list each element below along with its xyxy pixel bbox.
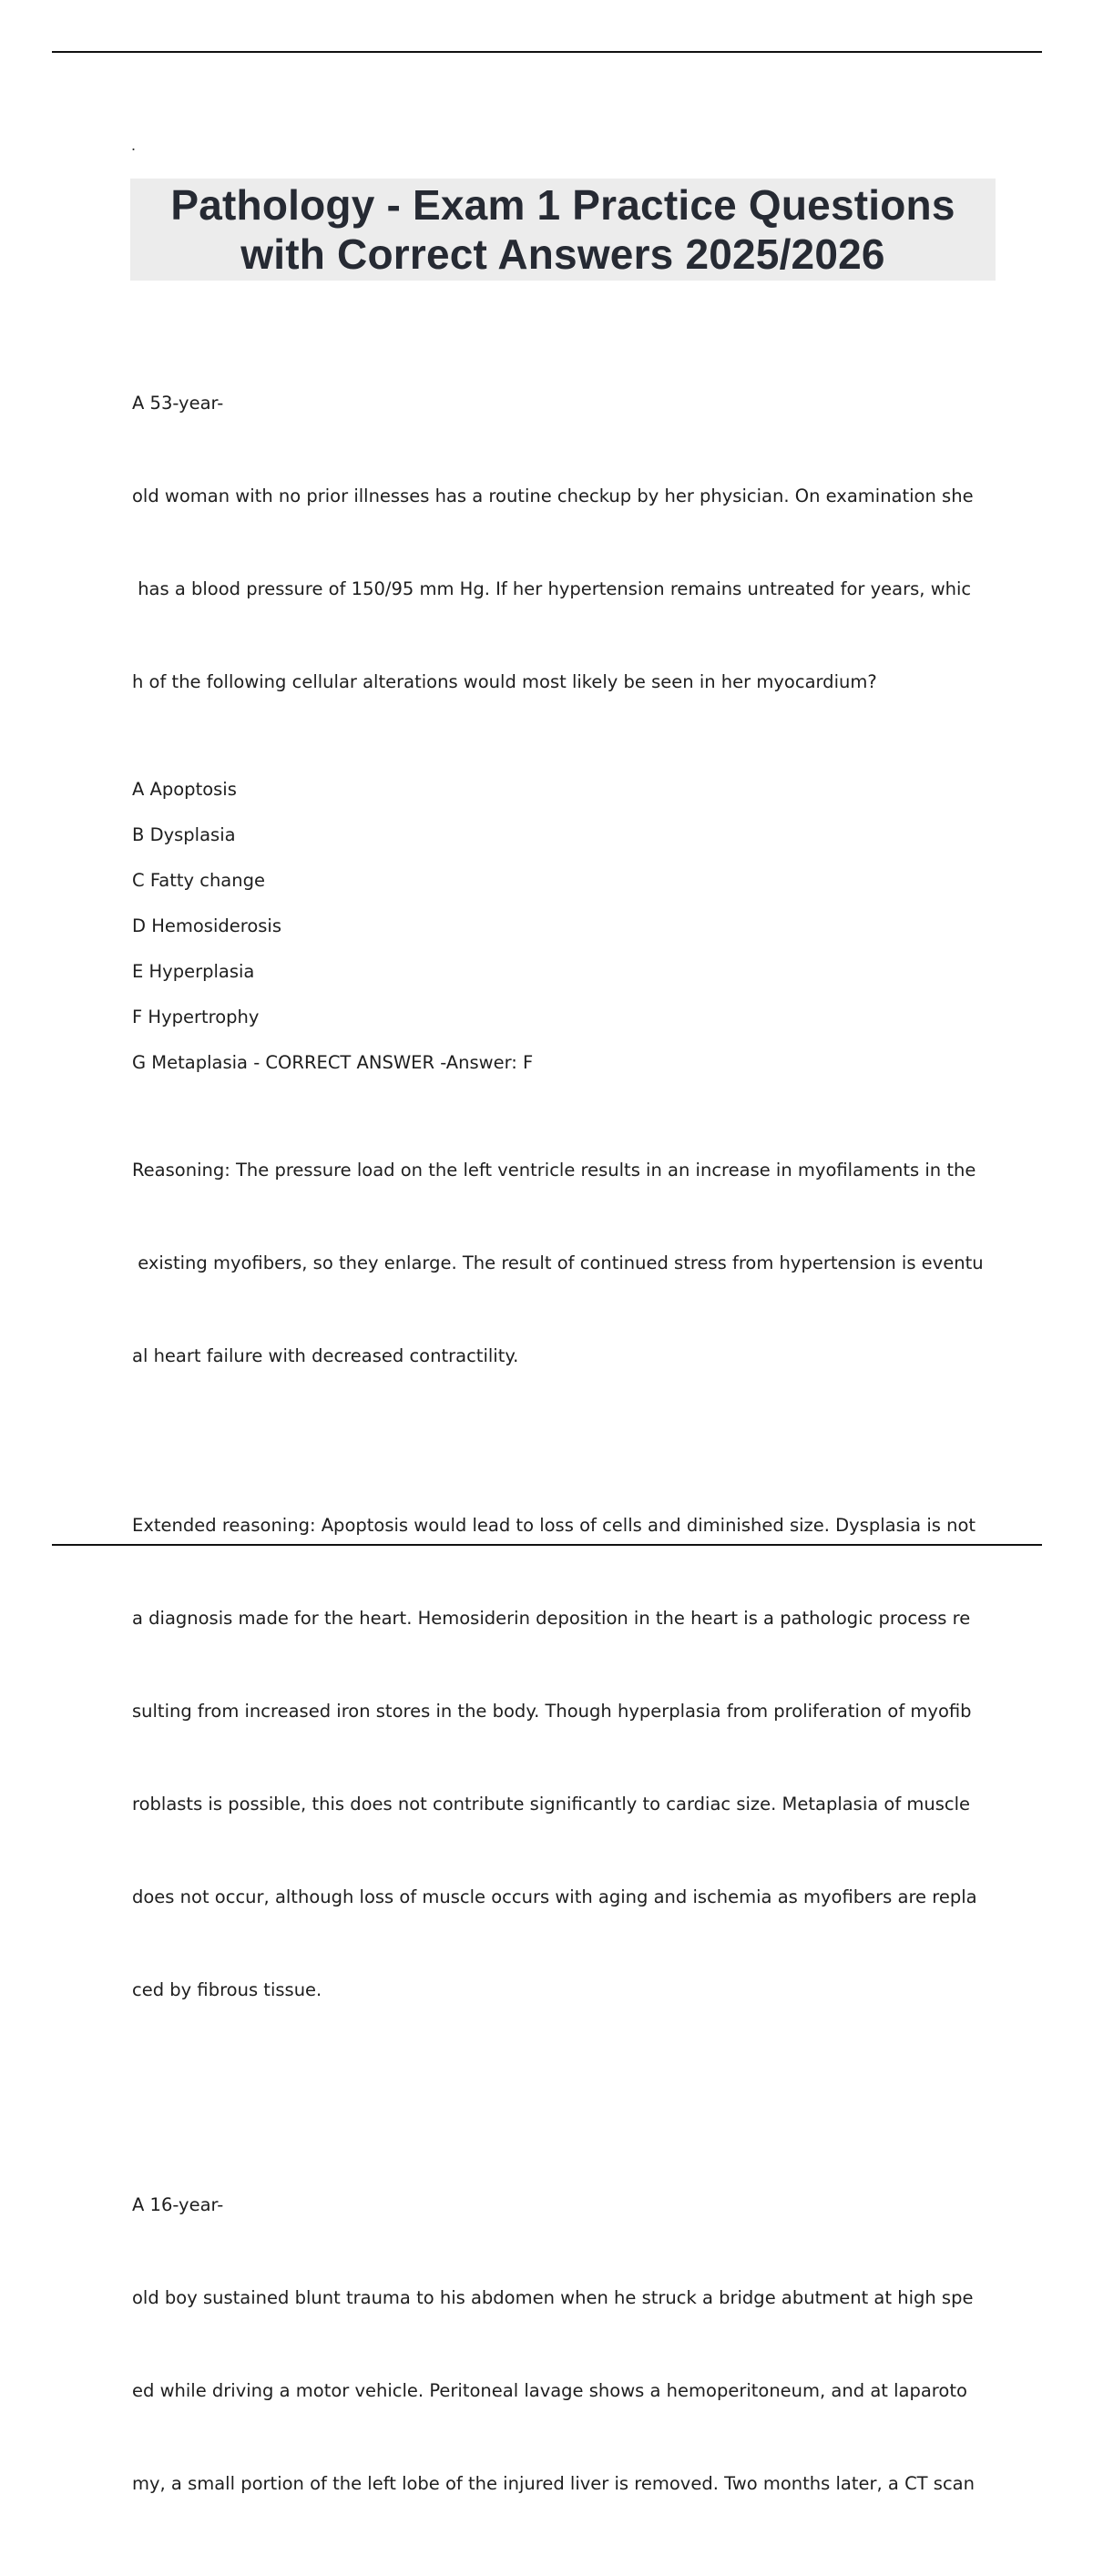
reasoning [132, 1093, 997, 1434]
text-line: h of the following cellular alterations would most likely be seen in her myocardium? [132, 671, 877, 692]
text-line: A 53-year- [132, 393, 224, 414]
answer-option [132, 865, 997, 896]
text-line: existing myofibers, so they enlarge. The result of continued stress from hypertension is eventu [132, 1252, 984, 1273]
text-line: roblasts is possible, this does not contribute significantly to cardiac size. Metaplasia of muscle [132, 1794, 971, 1814]
text-line: ced by fibrous tissue. [132, 1979, 322, 2000]
document-title [130, 179, 996, 281]
text-line: Extended reasoning: Apoptosis would lead to loss of cells and diminished size. Dysplasia is not [132, 1515, 976, 1536]
spacer [132, 2082, 997, 2128]
option-c: C Fatty change [132, 870, 265, 891]
bottom-rule [52, 1544, 1042, 1546]
text-line: has a blood pressure of 150/95 mm Hg. If her hypertension remains untreated for years, whic [132, 578, 972, 599]
text-line: Reasoning: The pressure load on the left ventricle results in an increase in myofilaments in the [132, 1160, 976, 1181]
answer-option [132, 911, 997, 942]
title-line-2: with Correct Answers 2025/2026 [240, 230, 885, 278]
option-g-correct-answer: G Metaplasia - CORRECT ANSWER -Answer: F [132, 1052, 534, 1073]
question-2-stem [132, 2128, 997, 2561]
leading-dot: . [131, 136, 137, 154]
option-d: D Hemosiderosis [132, 915, 282, 936]
answer-option [132, 956, 997, 987]
answer-option [132, 1002, 997, 1033]
extended-reasoning [132, 1448, 997, 2068]
option-a: A Apoptosis [132, 779, 237, 800]
text-line: A 16-year- [132, 2194, 224, 2215]
answer-option [132, 774, 997, 805]
text-line: does not occur, although loss of muscle occurs with aging and ischemia as myofibers are repla [132, 1886, 977, 1907]
text-line: a diagnosis made for the heart. Hemosiderin deposition in the heart is a pathologic process re [132, 1608, 971, 1629]
answer-option [132, 1048, 997, 1078]
top-rule [52, 51, 1042, 53]
text-line: sulting from increased iron stores in the body. Though hyperplasia from proliferation of myofib [132, 1701, 972, 1722]
question-1-stem [132, 326, 997, 760]
document-body [132, 326, 997, 2576]
title-line-1: Pathology - Exam 1 Practice Questions [170, 181, 955, 229]
answer-option [132, 820, 997, 851]
text-line: old boy sustained blunt trauma to his abdomen when he struck a bridge abutment at high spe [132, 2287, 974, 2308]
text-line: old woman with no prior illnesses has a routine checkup by her physician. On examination she [132, 486, 974, 506]
option-b: B Dysplasia [132, 824, 236, 845]
option-f: F Hypertrophy [132, 1007, 260, 1027]
option-e: E Hyperplasia [132, 961, 255, 982]
text-line: ed while driving a motor vehicle. Peritoneal lavage shows a hemoperitoneum, and at laparoto [132, 2380, 967, 2401]
text-line: my, a small portion of the left lobe of the injured liver is removed. Two months later, a CT scan [132, 2473, 975, 2494]
text-line: al heart failure with decreased contractility. [132, 1345, 519, 1366]
